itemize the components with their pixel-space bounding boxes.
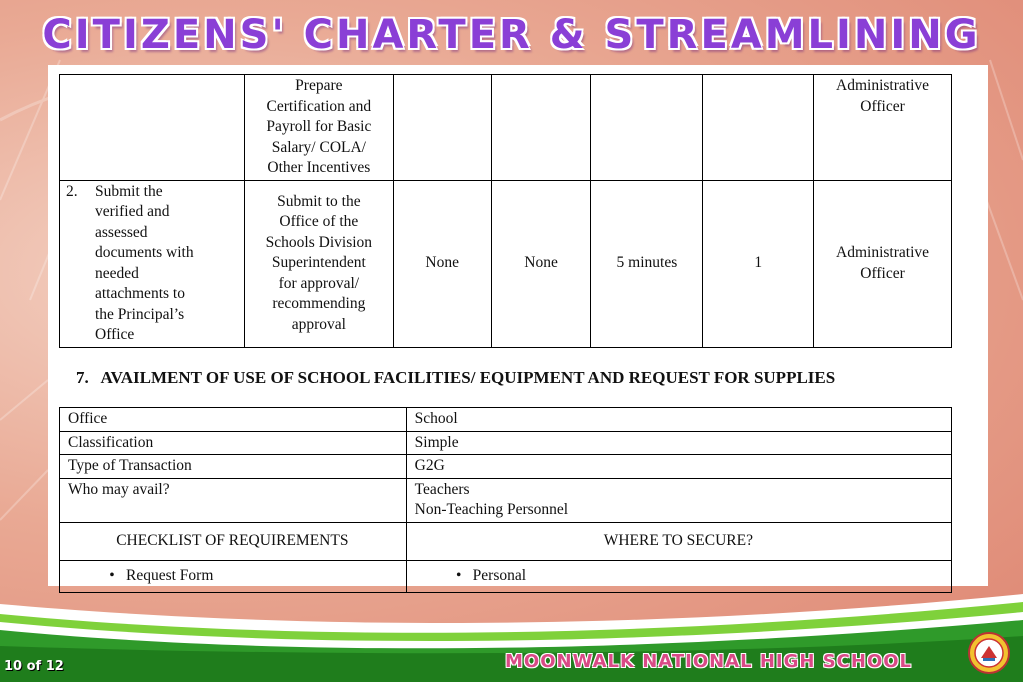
- table-cell: [60, 75, 245, 181]
- cell-line: Prepare: [295, 77, 343, 94]
- table-cell: [703, 75, 814, 181]
- table-row: [60, 408, 952, 432]
- where-item-text: Personal: [472, 566, 527, 584]
- fees-cell: None: [393, 180, 491, 347]
- where-to-secure-header: WHERE TO SECURE?: [406, 522, 951, 560]
- cell-line: verified and: [95, 203, 170, 220]
- info-label: Classification: [60, 431, 407, 455]
- table-cell: [60, 180, 245, 347]
- step-number: 2.: [66, 182, 78, 200]
- table-row: [60, 75, 952, 181]
- school-seal-logo: [968, 632, 1010, 674]
- table-cell: [393, 75, 491, 181]
- table-cell: [244, 75, 393, 181]
- cell-line: Teachers: [414, 480, 470, 498]
- cell-line: Office: [95, 326, 135, 343]
- count-cell: 1: [703, 180, 814, 347]
- step-description: [95, 182, 215, 346]
- cell-line: Schools Division: [265, 233, 373, 251]
- info-label: Office: [60, 408, 407, 432]
- info-label: Type of Transaction: [60, 455, 407, 479]
- page-number: 10 of 12: [4, 659, 64, 674]
- cell-line: Administrative: [836, 244, 930, 261]
- table-row: [60, 431, 952, 455]
- table-row: [60, 478, 952, 522]
- cell-line: Non-Teaching Personnel: [414, 501, 569, 518]
- checklist-header: CHECKLIST OF REQUIREMENTS: [60, 522, 407, 560]
- cell-line: Submit to the: [277, 192, 361, 210]
- cell-line: attachments to: [95, 285, 185, 302]
- cell-line: assessed: [95, 223, 148, 241]
- cell-line: Certification and: [266, 97, 372, 115]
- table-cell: [591, 75, 703, 181]
- person-responsible-cell: [814, 180, 952, 347]
- info-value: School: [406, 408, 951, 432]
- checklist-item-text: Request Form: [126, 566, 214, 584]
- fees-cell: None: [491, 180, 591, 347]
- info-value: G2G: [406, 455, 951, 479]
- bullet-icon: •: [455, 566, 462, 584]
- cell-line: Officer: [860, 97, 905, 115]
- table-cell: [491, 75, 591, 181]
- cell-line: needed: [95, 264, 139, 282]
- cell-line: Other Incentives: [267, 159, 371, 176]
- cell-line: recommending: [272, 295, 366, 313]
- cell-line: documents with: [95, 244, 194, 261]
- cell-line: Submit the: [95, 182, 163, 200]
- cell-line: Payroll for Basic: [266, 118, 372, 135]
- school-name: MOONWALK NATIONAL HIGH SCHOOL: [505, 651, 913, 672]
- table-cell: [814, 75, 952, 181]
- table-row: [60, 455, 952, 479]
- info-label: Who may avail?: [60, 478, 407, 522]
- cell-line: for approval/: [278, 274, 360, 292]
- section-heading: 7. AVAILMENT OF USE OF SCHOOL FACILITIES/ EQUIPMENT AND REQUEST FOR SUPPLIES: [76, 368, 836, 387]
- table-row: [60, 180, 952, 347]
- cell-line: Superintendent: [271, 254, 366, 272]
- process-steps-table: [59, 74, 952, 348]
- page-title: CITIZENS' CHARTER & STREAMLINING: [42, 12, 981, 58]
- cell-line: Office of the: [279, 213, 359, 231]
- info-value: [406, 478, 951, 522]
- info-value: Simple: [406, 431, 951, 455]
- cell-line: Officer: [860, 264, 905, 282]
- cell-line: Salary/ COLA/: [271, 138, 366, 156]
- bullet-icon: •: [109, 566, 115, 584]
- cell-line: Administrative: [836, 77, 930, 94]
- service-info-table: [59, 407, 952, 593]
- cell-line: the Principal’s: [95, 305, 185, 323]
- table-row: [60, 522, 952, 560]
- cell-line: approval: [291, 315, 346, 333]
- processing-time-cell: 5 minutes: [591, 180, 703, 347]
- table-cell: [244, 180, 393, 347]
